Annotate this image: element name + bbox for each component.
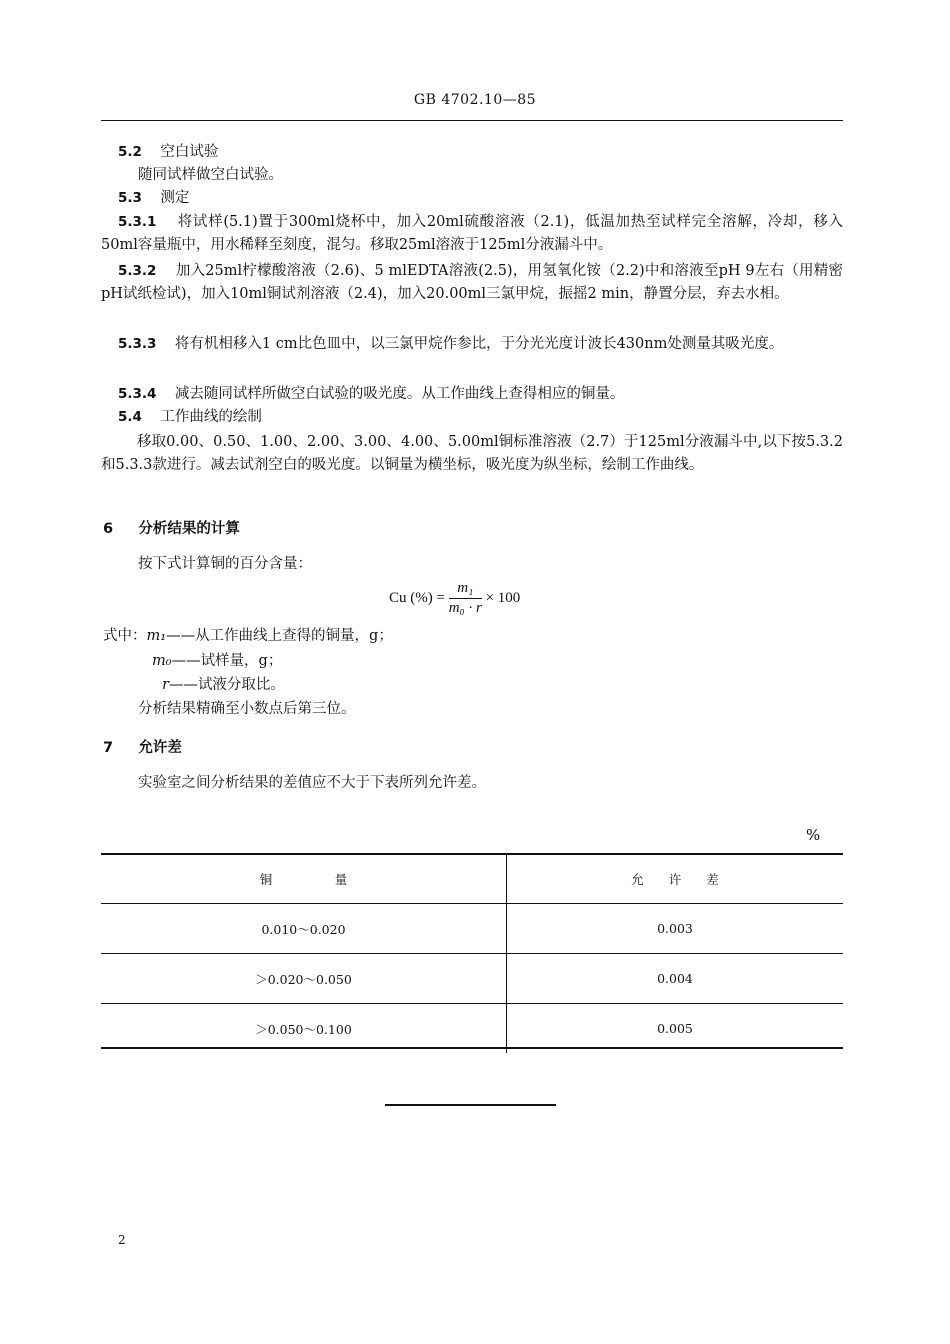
section-6-heading <box>103 517 240 538</box>
where-prefix: 式中： <box>103 628 147 644</box>
def-desc: ——从工作曲线上查得的铜量，g； <box>166 628 393 644</box>
formula-lhs: Cu (%) = <box>389 589 445 606</box>
table-unit: % <box>806 826 821 844</box>
formula-rhs: × 100 <box>485 589 521 606</box>
table-bottom-rule <box>101 1047 843 1049</box>
section-title: 工作曲线的绘制 <box>160 409 262 425</box>
copper-range-cell: ＞0.020～0.050 <box>101 954 507 1004</box>
header-cell-tolerance: 允 许 差 <box>507 854 844 904</box>
formula-denominator: m₀ · r <box>448 600 482 616</box>
table-row <box>101 954 843 1004</box>
tolerance-cell: 0.003 <box>507 904 844 954</box>
end-of-document-rule <box>385 1104 556 1106</box>
copper-formula <box>389 580 520 617</box>
section-title: 空白试验 <box>160 144 219 160</box>
def-symbol: m₁ <box>146 628 167 644</box>
copper-range-cell: 0.010～0.020 <box>101 904 507 954</box>
section-5-3-4 <box>118 383 624 406</box>
formula-def-3 <box>162 674 285 697</box>
formula-numerator: m₁ <box>449 580 482 599</box>
table-row <box>101 1004 843 1054</box>
section-number: 7 <box>103 740 114 756</box>
section-number: 5.3.3 <box>118 336 157 352</box>
section-title: 测定 <box>160 190 190 206</box>
header-rule <box>101 120 843 121</box>
section-7-heading <box>103 736 182 757</box>
section-number: 5.3 <box>118 190 142 206</box>
tolerance-table <box>101 854 843 1053</box>
formula-fraction <box>449 580 482 617</box>
section-number: 6 <box>103 521 114 537</box>
section-text: 将试样(5.1)置于300ml烧杯中，加入20ml硫酸溶液（2.1)，低温加热至试样完全溶解，冷却，移入50ml容量瓶中，用水稀释至刻度，混匀。移取25ml溶液于125ml分液漏斗中。 <box>101 214 843 253</box>
section-5-3-1 <box>101 211 843 257</box>
section-title: 分析结果的计算 <box>138 521 240 537</box>
section-5-3-3 <box>101 333 843 356</box>
section-7-text: 实验室之间分析结果的差值应不大于下表所列允许差。 <box>138 775 486 791</box>
section-number: 5.4 <box>118 409 142 425</box>
def-symbol: m₀ <box>152 653 172 669</box>
def-desc: ——试样量，g； <box>171 653 283 669</box>
precision-note: 分析结果精确至小数点后第三位。 <box>138 701 356 717</box>
section-5-3-2 <box>101 260 843 306</box>
section-number: 5.3.2 <box>118 263 157 279</box>
tolerance-cell: 0.004 <box>507 954 844 1004</box>
section-text: 减去随同试样所做空白试验的吸光度。从工作曲线上查得相应的铜量。 <box>174 386 625 402</box>
section-number: 5.2 <box>118 144 142 160</box>
formula-def-2 <box>152 650 282 673</box>
table-header-row <box>101 854 843 904</box>
section-text: 加入25ml柠檬酸溶液（2.6)、5 mlEDTA溶液(2.5)，用氢氧化铵（2.2)中和溶液至pH 9左右（用精密pH试纸检试)，加入10ml铜试剂溶液（2.4)，加入20.00ml三氯甲烷，振摇2 min，静置分层，弃去水相。 <box>101 263 844 302</box>
section-text: 将有机相移入1 cm比色皿中，以三氯甲烷作参比，于分光光度计波长430nm处测量其吸光度。 <box>174 336 784 352</box>
def-desc: ——试液分取比。 <box>168 677 285 693</box>
section-number: 5.3.1 <box>118 214 157 230</box>
section-title: 允许差 <box>138 740 182 756</box>
table-row <box>101 904 843 954</box>
section-number: 5.3.4 <box>118 386 157 402</box>
formula-def-1 <box>103 625 393 648</box>
page-header: GB 4702.10—85 <box>413 92 537 108</box>
def-symbol: r <box>162 677 169 693</box>
section-5-2-text: 随同试样做空白试验。 <box>138 167 283 183</box>
section-5-4-text: 移取0.00、0.50、1.00、2.00、3.00、4.00、5.00ml铜标准溶液（2.7）于125ml分液漏斗中,以下按5.3.2和5.3.3款进行。减去试剂空白的吸光度。以铜量为横坐标，吸光度为纵坐标，绘制工作曲线。 <box>101 434 843 473</box>
section-5-4-heading <box>118 406 262 429</box>
tolerance-cell: 0.005 <box>657 1021 693 1036</box>
copper-range-cell: ＞0.050～0.100 <box>101 1004 507 1054</box>
header-cell-copper: 铜 量 <box>101 854 507 904</box>
section-5-2-heading <box>118 141 218 164</box>
section-5-3-heading <box>118 187 189 210</box>
page-number: 2 <box>118 1233 126 1247</box>
section-6-intro: 按下式计算铜的百分含量： <box>138 556 312 572</box>
